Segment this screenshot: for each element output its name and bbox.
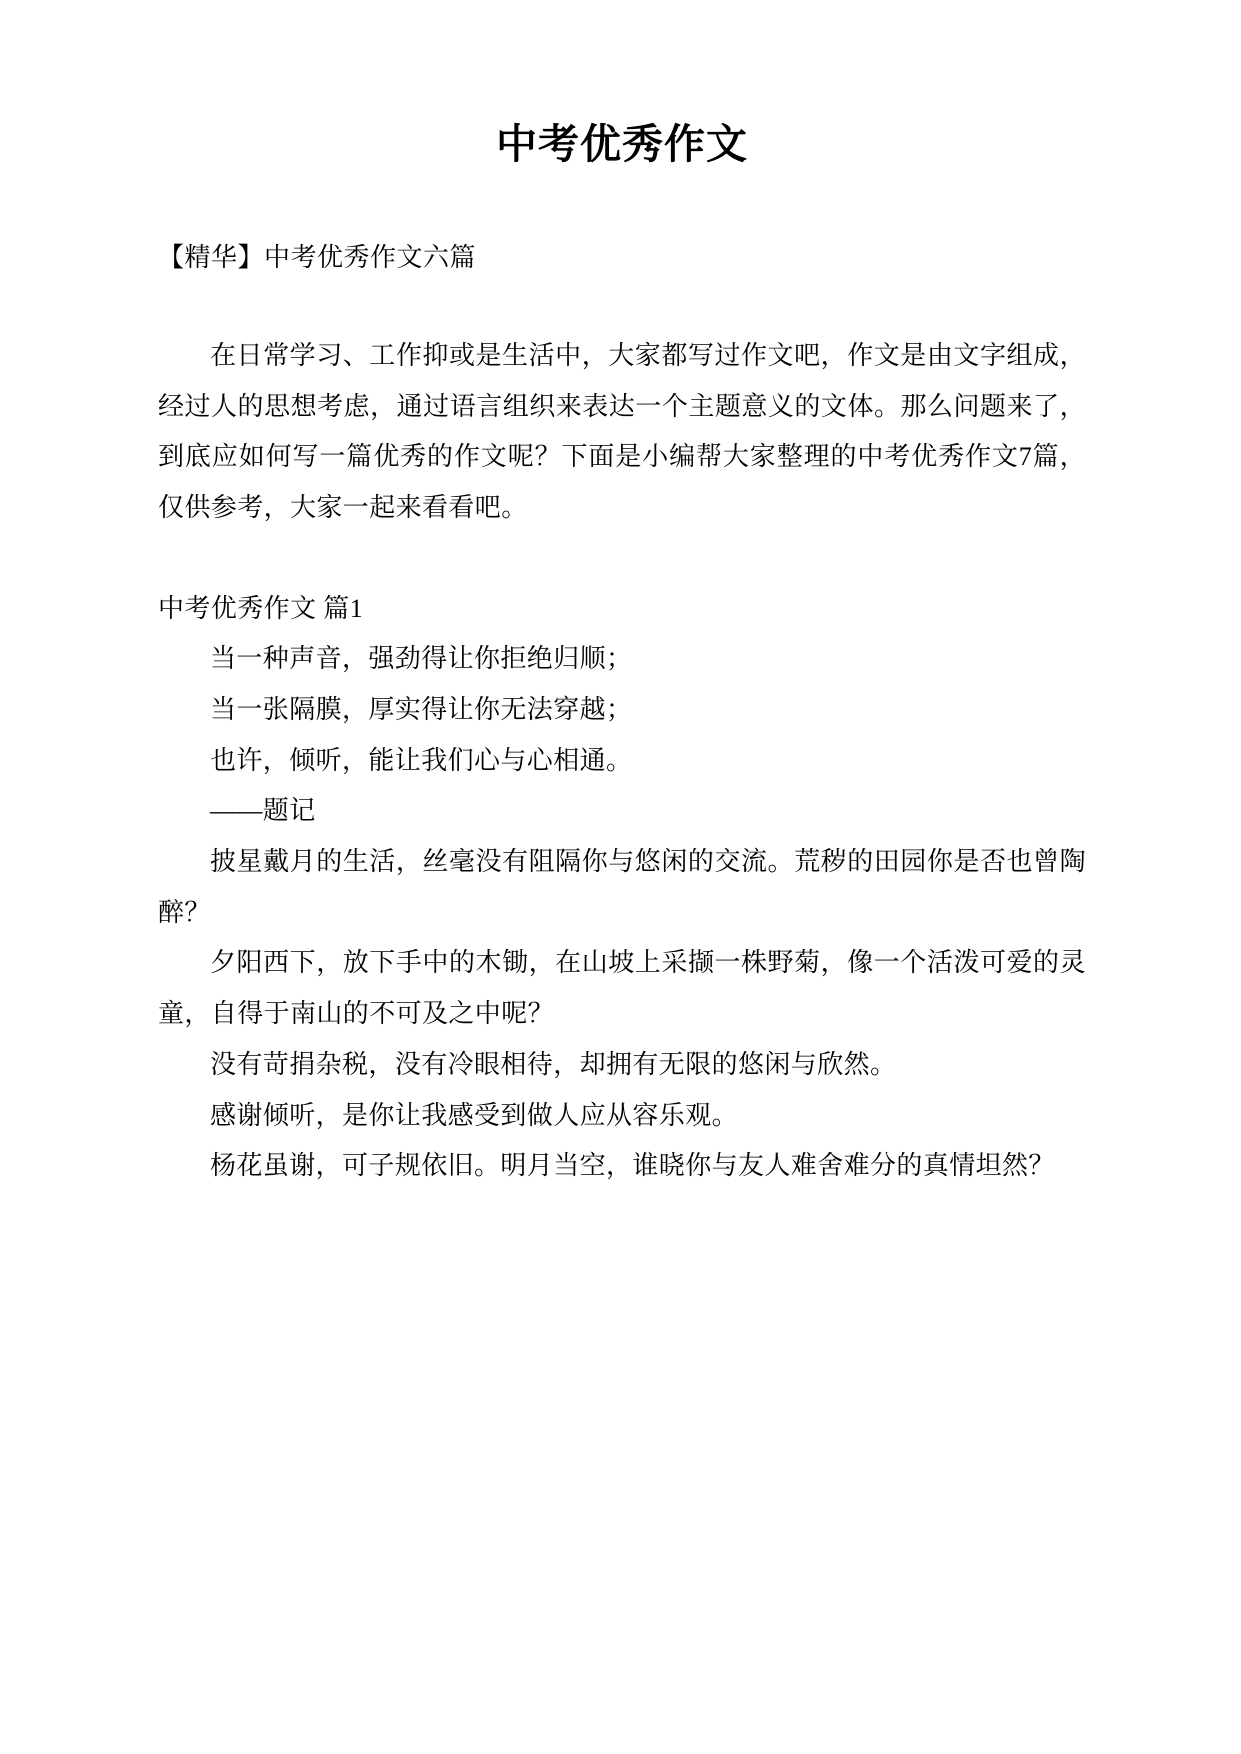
essay-paragraph: 披星戴月的生活，丝毫没有阻隔你与悠闲的交流。荒秽的田园你是否也曾陶醉？ [158,847,1086,927]
essay-paragraph: 杨花虽谢，可子规依旧。明月当空，谁晓你与友人难舍难分的真情坦然？ [210,1151,1055,1181]
essay-body [158,634,1086,1192]
essay-paragraph: 夕阳西下，放下手中的木锄，在山坡上采撷一株野菊，像一个活泼可爱的灵童，自得于南山的不可及之中呢？ [158,948,1086,1029]
essay-paragraph: 当一种声音，强劲得让你拒绝归顺； [210,644,633,674]
essay-paragraph: 感谢倾听，是你让我感受到做人应从容乐观。 [210,1100,739,1130]
essay-paragraph: 没有苛捐杂税，没有冷眼相待，却拥有无限的悠闲与欣然。 [210,1049,897,1079]
page-title: 中考优秀作文 [496,121,748,167]
intro-block [158,331,1086,534]
essay-paragraph: ——题记 [210,796,316,826]
section-heading: 中考优秀作文 篇1 [158,593,364,623]
document-subtitle: 【精华】中考优秀作文六篇 [158,243,477,273]
essay-paragraph: 也许，倾听，能让我们心与心相通。 [210,745,633,775]
essay-paragraph: 当一张隔膜，厚实得让你无法穿越； [210,695,633,725]
intro-paragraph: 在日常学习、工作抑或是生活中，大家都写过作文吧，作文是由文字组成，经过人的思想考虑，通过语言组织来表达一个主题意义的文体。那么问题来了，到底应如何写一篇优秀的作文呢？下面是小编帮大家整理的中考优秀作文7篇，仅供参考，大家一起来看看吧。 [158,340,1086,522]
